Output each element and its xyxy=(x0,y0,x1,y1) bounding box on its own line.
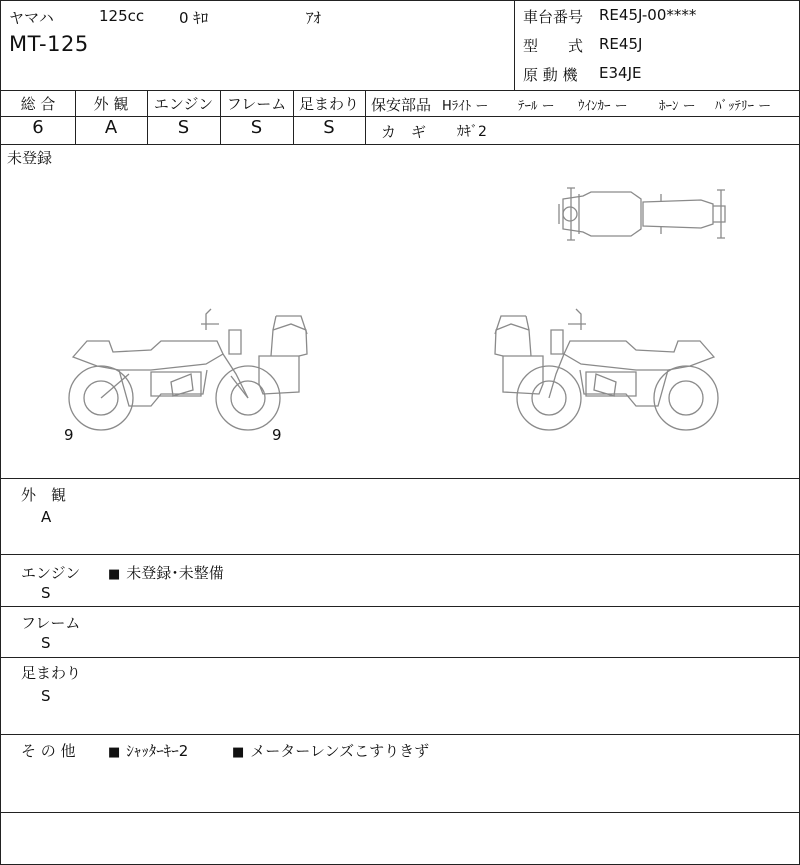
grade-suspension-value: S xyxy=(323,117,335,138)
grade-overall-label: 総 合 xyxy=(20,95,56,113)
grade-overall-value: 6 xyxy=(32,117,44,138)
body-color: ｱｵ xyxy=(306,9,322,27)
grade-frame-label: フレーム xyxy=(226,95,287,113)
type-value: RE45J xyxy=(599,35,643,53)
safety-taillight: ﾃｰﾙ ー xyxy=(518,99,555,114)
grade-engine-value: S xyxy=(177,117,190,138)
model-name: MT-125 xyxy=(9,32,89,56)
grade-frame-value: S xyxy=(250,117,263,138)
section-other-note-2: ■ メーターレンズこすりきず xyxy=(232,742,430,760)
key-value: ｶｷﾞ2 xyxy=(457,124,487,140)
motorcycle-diagram xyxy=(1,144,800,478)
section-engine-grade: S xyxy=(41,584,51,602)
section-frame-label: フレーム xyxy=(21,614,81,632)
mileage: 0 ｷﾛ xyxy=(179,9,209,27)
type-label: 型 式 xyxy=(523,37,584,55)
section-exterior-grade: A xyxy=(41,508,52,526)
grade-exterior-value: A xyxy=(104,117,118,138)
maker: ヤマハ xyxy=(9,9,54,27)
grade-exterior-label: 外 観 xyxy=(93,95,129,113)
left-side-bike xyxy=(69,309,307,430)
safety-horn: ﾎｰﾝ ー xyxy=(659,99,696,114)
left-front-damage-num: 9 xyxy=(272,426,282,444)
key-label: カ ギ xyxy=(381,123,427,141)
section-suspension-label: 足まわり xyxy=(21,664,82,682)
section-suspension-grade: S xyxy=(41,687,51,705)
safety-label: 保安部品 xyxy=(371,96,432,114)
grade-suspension-label: 足まわり xyxy=(298,95,359,113)
right-side-bike xyxy=(495,309,718,430)
section-other-note-1: ■ ｼｬｯﾀｰｷｰ2 xyxy=(108,742,189,760)
displacement: 125cc xyxy=(99,7,145,25)
registration-status: 未登録 xyxy=(7,149,53,167)
section-frame-grade: S xyxy=(41,634,51,652)
section-engine-note: ■ 未登録･未整備 xyxy=(108,564,224,582)
frame-no-label: 車台番号 xyxy=(523,8,584,26)
engine-value: E34JE xyxy=(599,64,642,82)
safety-battery: ﾊﾞｯﾃﾘｰ ー xyxy=(715,99,772,114)
top-view-bike xyxy=(559,188,725,240)
frame-no-value: RE45J-00**** xyxy=(599,6,697,24)
safety-headlight: Hﾗｲﾄ ー xyxy=(442,99,489,114)
grade-engine-label: エンジン xyxy=(153,95,214,113)
section-other-label: そ の 他 xyxy=(21,742,76,760)
left-rear-damage-num: 9 xyxy=(64,426,74,444)
section-exterior-label: 外 観 xyxy=(21,486,67,504)
safety-winker: ｳｲﾝｶｰ ー xyxy=(578,99,628,114)
engine-label: 原 動 機 xyxy=(523,66,578,84)
section-engine-label: エンジン xyxy=(21,564,81,582)
